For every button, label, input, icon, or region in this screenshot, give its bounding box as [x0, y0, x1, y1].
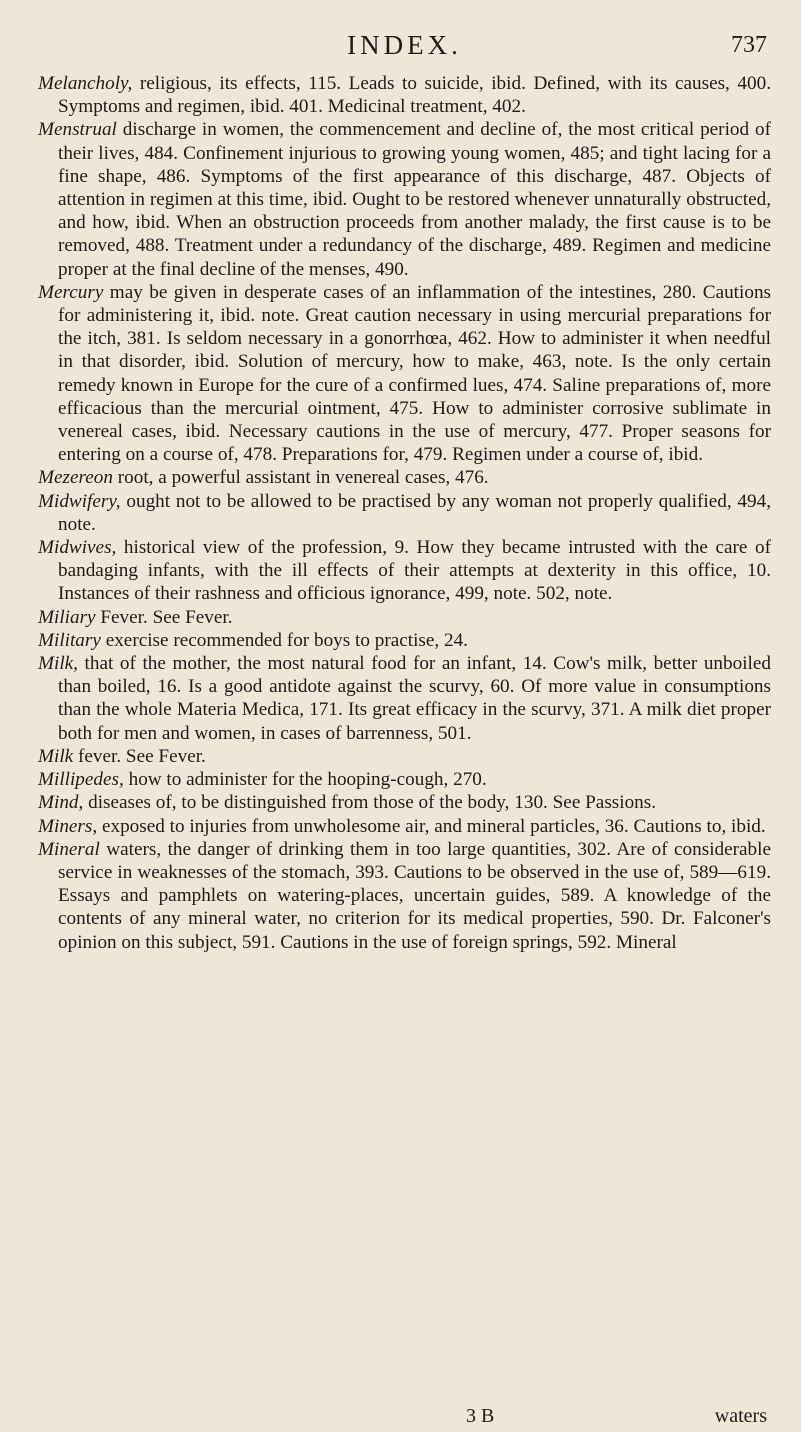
catchword: waters [714, 1405, 767, 1427]
entry-headword: Mineral [38, 838, 100, 860]
index-entry [38, 72, 771, 118]
entry-text: waters, the danger of drinking them in too large quantities, 302. Are of considerable service in weaknesses of the stomach, 393. Cautions to be observed in the use of, 589—619. Essays and pamphlets on watering-places, uncertain guides, 589. A knowledge of the contents of any mineral water, no criterion for its medical properties, 590. Dr. Falconer's opinion on this subject, 591. Cautions in the use of foreign springs, 592. Mineral [58, 838, 771, 953]
entry-text: religious, its effects, 115. Leads to suicide, ibid. Defined, with its causes, 400. Symptoms and regimen, ibid. 401. Medicinal treatment, 402. [58, 73, 771, 118]
entry-text: may be given in desperate cases of an inflammation of the intestines, 280. Cautions for administering it, ibid. note. Great caution necessary in using mercurial preparations for the itch, 381. Is seldom necessary in a gonorrhœa, 462. How to administer it when needful in that disorder, ibid. Solution of mercury, how to make, 463, note. Is the only certain remedy known in Europe for the cure of a confirmed lues, 474. Saline preparations of, more efficacious than the mercurial ointment, 475. How to administer corrosive sublimate in venereal cases, ibid. Necessary cautions in the use of mercury, 477. Proper seasons for entering on a course of, 478. Preparations for, 479. Regimen under a course of, ibid. [58, 281, 771, 466]
entry-headword: Milk, [38, 653, 78, 675]
index-entry [38, 466, 771, 489]
index-entry [38, 606, 771, 629]
entry-text: fever. See Fever. [73, 745, 206, 767]
entry-headword: Milk [38, 745, 74, 767]
entry-text: exercise recommended for boys to practise, 24. [100, 629, 468, 651]
entry-text: historical view of the profession, 9. How they became intrusted with the care of bandaging infants, with the ill effects of their attempts at dexterity in this office, 10. Instances of their rashness and officious ignorance, 499, note. 502, note. [58, 537, 771, 605]
entry-headword: Military [38, 629, 101, 651]
entry-text: that of the mother, the most natural food for an infant, 14. Cow's milk, better unboiled than boiled, 16. Is a good antidote against the scurvy, 60. Of more value in consumptions than the whole Materia Medica, 171. Its great efficacy in the scurvy, 371. A milk diet proper both for men and women, in cases of barrenness, 501. [58, 653, 771, 744]
index-entry [38, 490, 771, 536]
entry-text: how to administer for the hooping-cough, 270. [123, 769, 487, 791]
entry-headword: Midwives, [38, 537, 117, 559]
entry-text: root, a powerful assistant in venereal cases, 476. [112, 467, 489, 489]
entry-headword: Mind, [38, 792, 84, 814]
entry-headword: Mercury [38, 281, 104, 303]
index-entry [38, 768, 771, 791]
entry-text: ought not to be allowed to be practised by any woman not properly qualified, 494, note. [58, 490, 771, 535]
index-entry [38, 745, 771, 768]
index-entry [38, 281, 771, 467]
signature-mark: 3 B [466, 1405, 495, 1427]
index-entry [38, 838, 771, 954]
entry-text: Fever. See Fever. [95, 606, 233, 628]
entry-headword: Mezereon [38, 467, 113, 489]
index-entry [38, 815, 771, 838]
entry-headword: Melancholy, [38, 73, 133, 94]
page-number: 737 [731, 32, 767, 58]
entry-headword: Miners, [38, 815, 98, 837]
running-title: INDEX. [347, 30, 462, 60]
entry-text: discharge in women, the commencement and decline of, the most critical period of their lives, 484. Confinement injurious to growing young women, 485; and tight lacing for a fine shape, 486. Symptoms of the first appearance of this discharge, 487. Objects of attention in regimen at this time, ibid. Ought to be restored whenever unnaturally obstructed, and how, ibid. When an obstruction proceeds from another malady, the first cause is to be removed, 488. Treatment under a redundancy of the discharge, 489. Regimen and medicine proper at the final decline of the menses, 490. [58, 119, 771, 280]
index-entry [38, 118, 771, 280]
entry-headword: Millipedes, [38, 769, 124, 791]
entry-headword: Miliary [38, 606, 96, 628]
entry-headword: Midwifery, [38, 490, 121, 512]
index-entry [38, 629, 771, 652]
index-entry [38, 791, 771, 814]
running-head [38, 30, 771, 70]
index-entries [38, 72, 771, 954]
entry-headword: Menstrual [38, 119, 117, 141]
entry-text: exposed to injuries from unwholesome air, and mineral particles, 36. Cautions to, ibid. [97, 815, 766, 837]
index-entry [38, 652, 771, 745]
index-entry [38, 536, 771, 606]
entry-text: diseases of, to be distinguished from those of the body, 130. See Passions. [83, 792, 657, 814]
